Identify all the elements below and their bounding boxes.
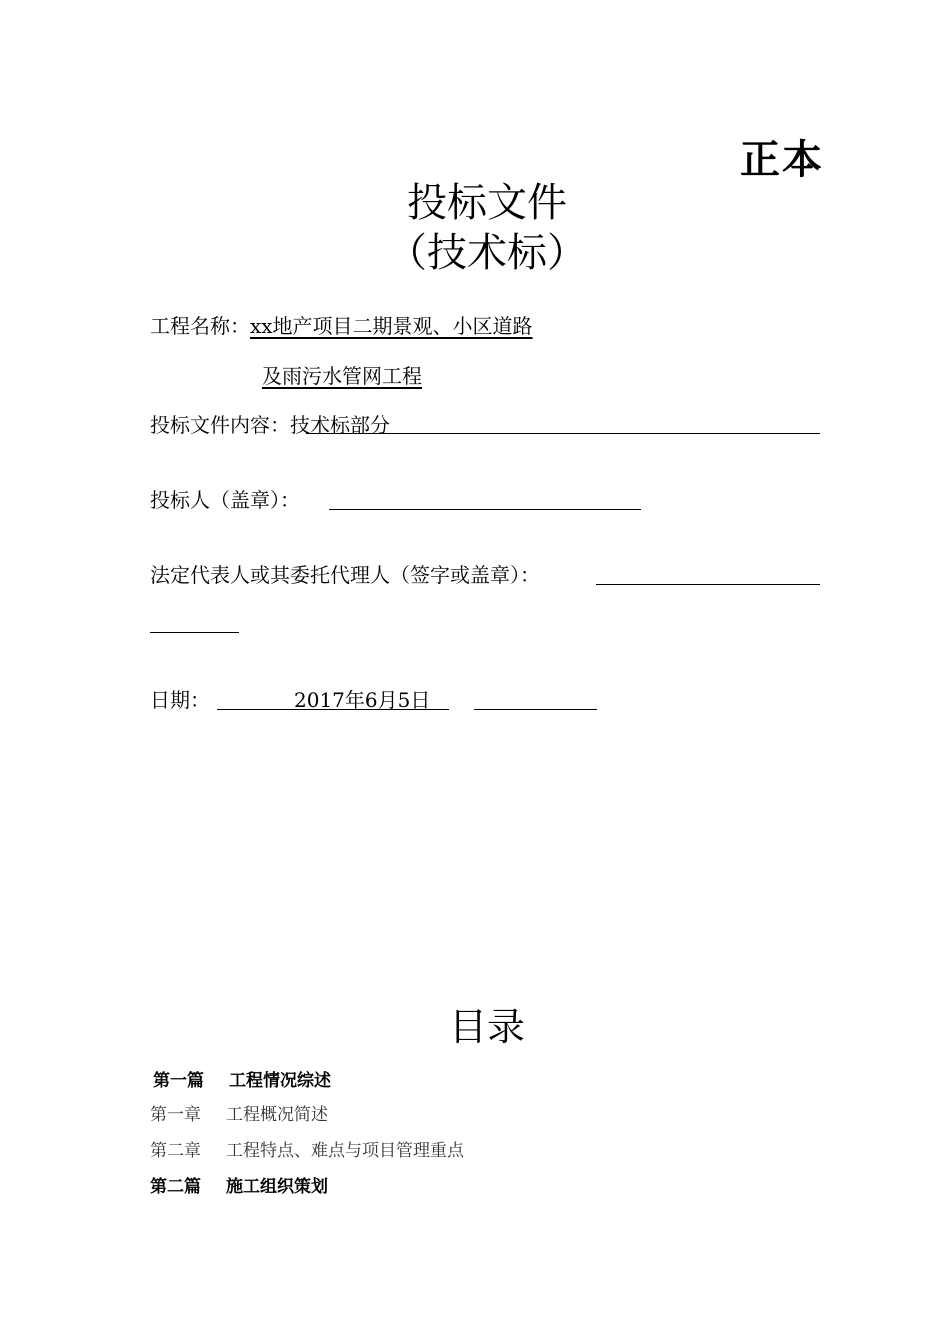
- toc-entry-part-2[interactable]: [150, 1175, 328, 1199]
- toc-entry-part-1[interactable]: [153, 1069, 331, 1093]
- representative-row: [150, 561, 540, 589]
- toc-entry-text: 工程概况简述: [226, 1105, 328, 1125]
- representative-signature-line: [596, 584, 820, 585]
- document-subtitle: （技术标）: [387, 230, 587, 276]
- project-name-row-2: [262, 362, 422, 390]
- toc-entry-text: 工程情况综述: [229, 1071, 331, 1091]
- toc-entry-number: 第二章: [150, 1141, 201, 1161]
- date-value: 2017年6月5日: [294, 688, 431, 712]
- copy-mark: 正本: [740, 136, 824, 183]
- representative-signature-line-continued: [150, 632, 239, 633]
- toc-entry-number: 第一章: [150, 1105, 201, 1125]
- content-label: 投标文件内容：: [150, 413, 290, 437]
- project-name-row: [150, 312, 533, 340]
- toc-entry-chapter-1[interactable]: [150, 1103, 328, 1127]
- project-name-value-continued: 及雨污水管网工程: [262, 364, 422, 388]
- toc-title: 目录: [448, 1005, 525, 1049]
- date-label: 日期：: [150, 688, 210, 712]
- toc-entry-number: 第二篇: [150, 1177, 201, 1197]
- bidder-row: [150, 486, 300, 514]
- bidder-signature-line: [329, 509, 641, 510]
- project-name-value: xx地产项目二期景观、小区道路: [250, 314, 533, 338]
- toc-entry-text: 施工组织策划: [226, 1177, 328, 1197]
- date-row: [150, 686, 210, 714]
- date-underline-extra: [474, 709, 597, 710]
- toc-entry-number: 第一篇: [153, 1071, 204, 1091]
- toc-entry-chapter-2[interactable]: [150, 1139, 464, 1163]
- content-underline: [306, 433, 820, 434]
- date-underline: [217, 709, 449, 710]
- document-title: 投标文件: [407, 180, 567, 226]
- representative-label: 法定代表人或其委托代理人（签字或盖章）：: [150, 563, 540, 587]
- project-name-label: 工程名称：: [150, 314, 250, 338]
- toc-entry-text: 工程特点、难点与项目管理重点: [226, 1141, 464, 1161]
- bidder-label: 投标人（盖章）：: [150, 488, 300, 512]
- content-value: 技术标部分: [290, 413, 390, 437]
- content-row: [150, 411, 390, 439]
